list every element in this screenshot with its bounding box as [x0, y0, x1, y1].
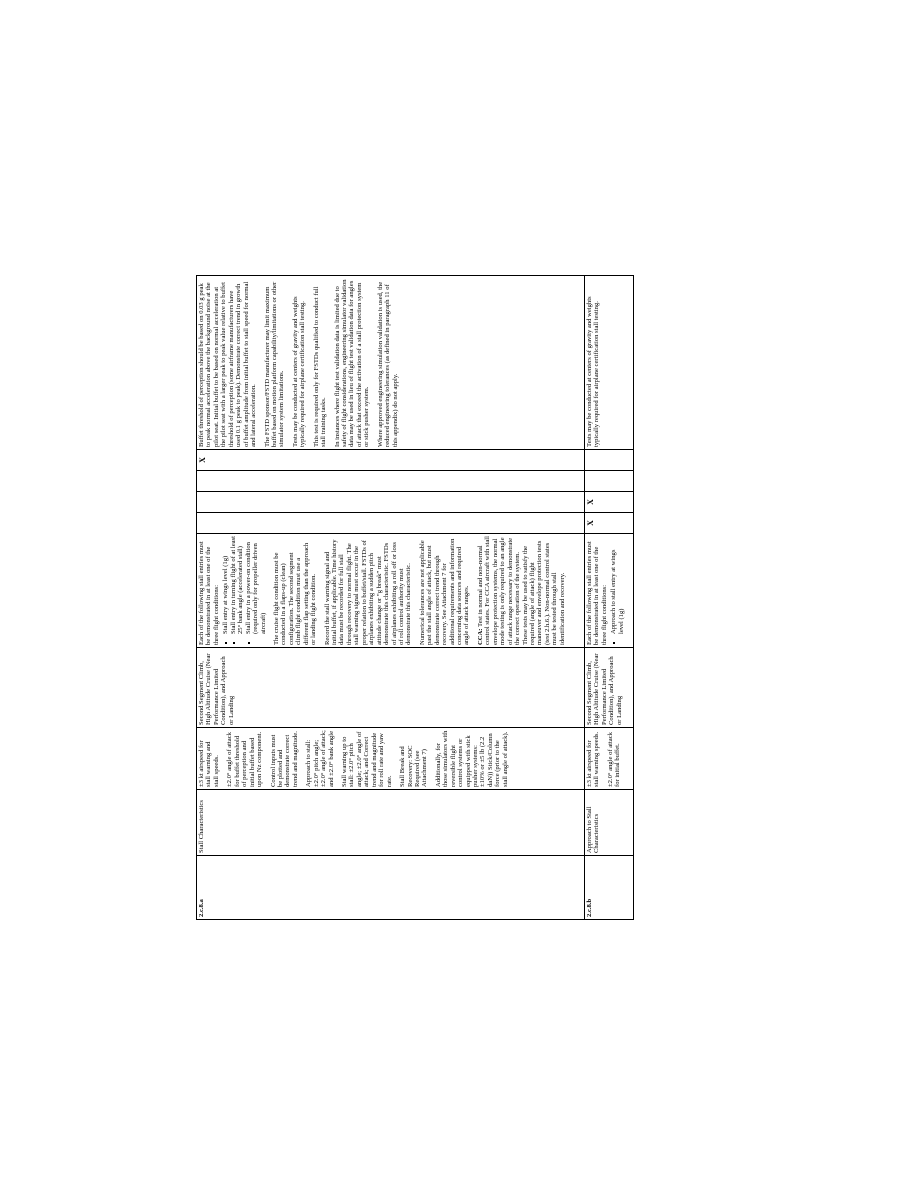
test-paragraph: The cruise flight condition must be conducted in a flaps-up (clean) configuration. The second segment climb flight condition must use a different flap setting than the approach or landing flight condition. [272, 542, 318, 645]
tolerance-cell [585, 728, 634, 790]
tolerance-text: ±3 kt airspeed for stall warning speeds. [586, 731, 601, 787]
note-text: Tests may be conducted at centers of gravity and weights typically required for airplane certification stall testing. [586, 296, 601, 447]
tolerance-text: Stall Break and Recovery: SOC Required (see Attachment 7) [399, 745, 429, 787]
tolerance-text: Additionally, for those simulators with reversible flight control systems or equipped with stick pusher systems: ±10% or ±5 lb (2.2 daN)) Stick/Column force (prior to the stall angle of attack). [434, 730, 509, 787]
note-text: The FSTD sponsor/FSTD manufacturer may limit maximum buffet based on motion platform capability/limitations or other simulator system limitations. [263, 281, 286, 447]
level-mark-empty [585, 471, 634, 492]
test-id: 2.c.8.b [585, 856, 634, 920]
cca-label: CCA: [476, 628, 484, 645]
rotated-table-container [196, 276, 723, 920]
level-mark-2: X [585, 492, 634, 513]
tolerance-text: ±2.0° angle of attack for initial buffet. [606, 732, 622, 787]
test-intro: Each of the following stall entries must be demonstrated in at least one of the three flight conditions: [198, 541, 220, 645]
level-mark-2 [197, 471, 585, 492]
cca-paragraph [477, 536, 566, 645]
tolerance-text: Control inputs must be plotted and demonstrate correct trend and magnitude. [269, 731, 299, 787]
test-requirements-table [196, 275, 634, 920]
tolerance-text: ±2.0° angle of attack for buffet threshold of perception and initial buffet based upon Nz component. [226, 731, 264, 787]
flight-conditions: Second Segment Climb, High Altitude Cruise (Near Performance Limited Condition), and Approach or Landing [197, 648, 585, 728]
note-text: Where approved engineering simulation validation is used, the reduced engineering tolerances (as defined in paragraph 11 of this appendix) do not apply. [376, 281, 399, 447]
list-item: ▪ Stall entry in a power-on condition (required only for propeller driven aircraft) [245, 536, 267, 634]
flight-conditions: Second Segment Climb, High Altitude Cruise (Near Performance Limited Condition), and Approach or Landing [585, 648, 634, 728]
stall-entry-list [610, 536, 625, 645]
note-text: In instances where flight test validation data is limited due to safety of flight considerations, engineering simulator validation data may be used in lieu of flight test validation data for angles of attack that exceed the activation of a stall protection system or stick pusher system. [333, 279, 371, 447]
level-mark-3: X [197, 450, 585, 471]
list-item: ▪ Approach to stall entry at wings level (1g) [610, 536, 625, 634]
note-text: This test is required only for FSTDs qualified to conduct full stall training tasks. [312, 286, 328, 447]
level-mark-3 [585, 450, 634, 471]
test-paragraph: Numerical tolerances are not applicable past the stall angle of attack, but must demonstrate correct trend through recovery. See Attachment 7 for additional requirements and information concerning data sources and required angle of attack ranges. [418, 538, 471, 645]
level-mark-1 [197, 492, 585, 513]
test-details-cell [585, 534, 634, 648]
tolerance-cell [197, 728, 585, 790]
test-id: 2.c.8.a [197, 856, 585, 920]
notes-cell [197, 275, 585, 449]
tolerance-text: ±3 kt airspeed for stall warning and stall speeds. [198, 740, 220, 787]
level-mark-empty [197, 513, 585, 534]
notes-cell [585, 275, 634, 449]
list-item: ▪ Stall entry in turning flight of at least 25° bank angle (accelerated stall) [230, 536, 245, 634]
table-row [585, 275, 634, 919]
test-intro: Each of the following stall entries must be demonstrated in at least one of the three flight conditions: [586, 541, 608, 645]
test-title: Stall Characteristics [197, 790, 585, 856]
test-details-cell [197, 534, 585, 648]
cca-text: Test in normal and non-normal control states. For CCA aircraft with stall envelope protection systems, the normal mode testing is only required to an angle of attack range necessary to demonstrate the correct operation of the system. These tests may be used to satisfy the required (angle of attack) flight maneuver and envelope protection tests (test 2.h.6.). Non-normal control states must be tested through stall identification and recovery. [476, 536, 566, 645]
test-title: Approach to Stall Characteristics [585, 790, 634, 856]
tolerance-text: Stall warning up to stall: ±2.0° pitch angle; ±2.0° angle of attack; and Correct trend and magnitude for roll rate and yaw rate. [341, 731, 393, 787]
note-text: Buffet threshold of perception should be based on 0.03 g peak to peak normal acceleration above the background noise at the pilot seat. Initial buffet to be based on normal acceleration at the pilot seat with a larger peak to peak value relative to buffet threshold of perception (some airframe manufacturers have used 0.1 g peak to peak). Demonstrate correct trend in growth of buffet amplitude from initial buffet to stall speed for normal and lateral acceleration. [198, 281, 258, 447]
note-text: Tests may be conducted at centers of gravity and weights typically required for airplane certification stall testing. [291, 296, 307, 447]
level-mark-1: X [585, 513, 634, 534]
test-paragraph: Record the stall warning signal and initial buffet, if applicable. Time history data must be recorded for full stall through recovery to normal flight. The stall warning signal must occur in the proper relation to buffet/stall. FSTDs of airplanes exhibiting a sudden pitch attitude change or “g break” must demonstrate this characteristic. FSTDs of airplanes exhibiting a roll off or loss of roll control authority must demonstrate this characteristic. [323, 539, 413, 645]
table-row [197, 275, 585, 919]
list-item: ▪ Stall entry at wings level (1g) [222, 536, 229, 634]
tolerance-text: Approach to stall: ±2.0° pitch angle; ±2.0° angle of attack; and ±2.0° bank angle [305, 730, 335, 787]
stall-entry-list [222, 536, 267, 645]
